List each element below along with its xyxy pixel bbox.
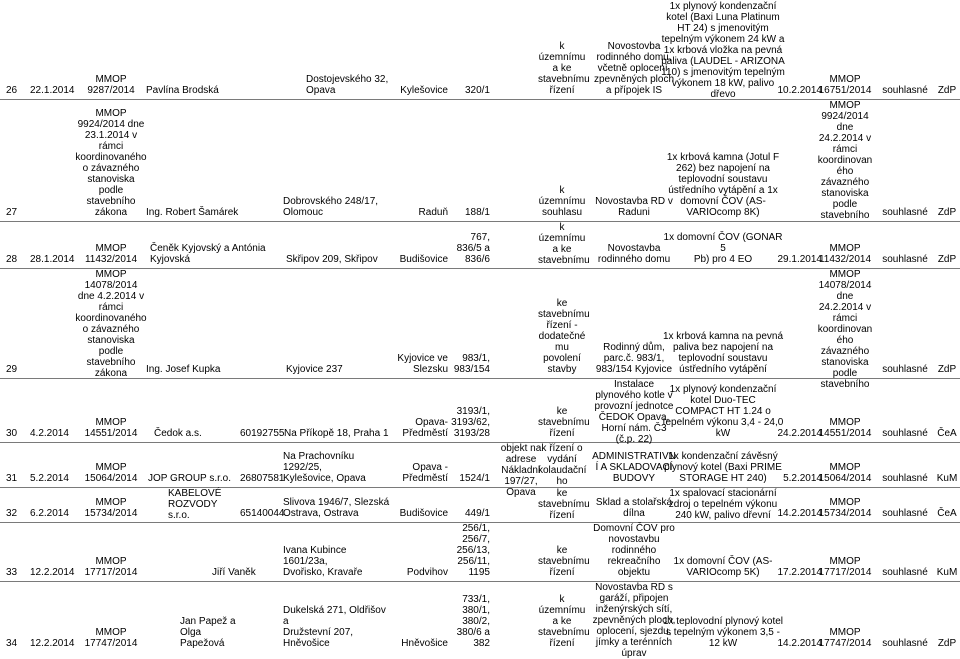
cell-applicant: KABELOVÉ ROZVODY s.r.o.: [168, 488, 222, 521]
cell-date2: 5.2.2014: [783, 473, 822, 484]
cell-sign: ČeA: [937, 508, 957, 519]
cell-date2: 14.2.2014: [777, 638, 822, 649]
cell-sign: ČeA: [937, 428, 957, 439]
cell-date: 12.2.2014: [30, 567, 75, 578]
cell-applicant: Ing. Josef Kupka: [146, 364, 221, 375]
cell-result: souhlasné: [882, 638, 928, 649]
cell-project: Novostavba rodinného domu: [597, 243, 671, 265]
cell-address: Slivova 1946/7, Slezská Ostrava, Ostrava: [283, 497, 390, 519]
cell-address: Na Příkopě 18, Praha 1: [284, 428, 389, 439]
cell-project: Novostovba rodinného domu, včetně oplocení, zpevněných ploch a přípojek IS: [593, 41, 675, 96]
cell-ico: 26807581: [240, 473, 285, 484]
cell-area: Kylešovice: [400, 85, 448, 96]
cell-sign: ZdP: [937, 364, 957, 375]
cell-proc: ke stavebnímu řízení - dodatečné mu povolení stavby: [538, 298, 590, 375]
cell-num: 31: [6, 473, 18, 484]
cell-applicant: Jiří Vaněk: [212, 567, 256, 578]
cell-date2: 14.2.2014: [777, 508, 822, 519]
cell-project: Novostavba RD s garáží, připojen inženýrských sítí, zpevněných ploch, oplocení, sjezdu, jímky a terénních úprav: [592, 582, 676, 659]
cell-ref2: MMOP 17717/2014: [818, 556, 872, 578]
cell-proc: k územnímu a ke stavebnímu: [538, 222, 590, 266]
cell-result: souhlasné: [882, 207, 928, 218]
cell-num: 28: [6, 254, 18, 265]
cell-ref2: MMOP 15734/2014: [818, 497, 872, 519]
cell-description: 1x plynový kondenzační kotel Duo-TEC COMPACT HT 1.24 o tepelném výkonu 3,4 - 24,0 kW: [662, 384, 784, 439]
cell-address: Dukelská 271, Oldřišov a Družstevní 207, Hněvošice: [283, 605, 386, 649]
cell-applicant: Čeněk Kyjovský a Antónia Kyjovská: [150, 243, 266, 265]
cell-proc: k územnímu a ke stavebnímu řízení: [538, 41, 590, 96]
cell-result: souhlasné: [882, 508, 928, 519]
cell-area: Hněvošice: [401, 638, 448, 649]
cell-num: 29: [6, 364, 18, 375]
cell-result: souhlasné: [882, 254, 928, 265]
cell-parcel: 1524/1: [459, 473, 490, 484]
cell-ref: MMOP 15734/2014: [84, 497, 138, 519]
cell-num: 26: [6, 85, 18, 96]
cell-address: Na Prachovníku 1292/25, Kylešovice, Opava: [283, 451, 366, 484]
cell-project: Instalace plynového kotle v provozní jednotce ČEDOK Opava, Horní nám. Č3 (č.p. 22): [594, 379, 674, 445]
cell-ref: MMOP 17717/2014: [84, 556, 138, 578]
cell-applicant: Pavlína Brodská: [146, 85, 219, 96]
cell-address: Kyjovice 237: [286, 364, 343, 375]
cell-project: ADMINISTRATIVN Í A SKLADOVACÍ BUDOVY: [592, 451, 676, 484]
cell-parcel: 449/1: [464, 508, 490, 519]
cell-proc: ke stavebnímu řízení: [538, 545, 590, 578]
cell-proc: k územnímu souhlasu: [538, 185, 586, 218]
cell-proc: ke stavebnímu řízení: [538, 488, 590, 521]
row-divider: [0, 221, 960, 222]
cell-ref: MMOP 14551/2014: [84, 417, 138, 439]
cell-sign: ZdP: [937, 85, 957, 96]
cell-parcel: 320/1: [464, 85, 490, 96]
cell-sign: KuM: [936, 473, 958, 484]
row-divider: [0, 442, 960, 443]
cell-ref: MMOP 17747/2014: [84, 627, 138, 649]
row-divider: [0, 581, 960, 582]
cell-sign: ZdP: [937, 254, 957, 265]
cell-ico: 65140044: [240, 508, 285, 519]
cell-num: 34: [6, 638, 18, 649]
cell-date: 12.2.2014: [30, 638, 75, 649]
cell-place: objekt na adrese Nákladní 197/27, Opava: [500, 443, 542, 498]
cell-date: 4.2.2014: [30, 428, 69, 439]
cell-ref2: MMOP 9924/2014 dne 24.2.2014 v rámci koordinovan ého závazného stanoviska podle stavebního: [817, 100, 873, 221]
cell-applicant: Čedok a.s.: [154, 428, 202, 439]
cell-project: Sklad a stolařská dílna: [595, 497, 673, 519]
cell-sign: ZdP: [937, 207, 957, 218]
cell-address: Dostojevského 32, Opava: [306, 74, 389, 96]
cell-proc: k řízení o vydání kolaudační ho: [538, 443, 587, 487]
cell-area: Podvihov: [406, 567, 448, 578]
cell-description: 1x krbová kamna na pevná paliva bez napojení na teplovodní soustavu ústředního vytápění: [662, 331, 784, 375]
cell-proc: k územnímu a ke stavebnímu řízení: [538, 594, 590, 649]
cell-description: 1x teplovodní plynový kotel s tepelným výkonem 3,5 - 12 kW: [662, 616, 784, 649]
cell-area: Kyjovice ve Slezsku: [397, 353, 448, 375]
cell-date2: 29.1.2014: [777, 254, 822, 265]
cell-description: 1x domovní ČOV (GONAR 5 Pb) pro 4 EO: [663, 232, 783, 265]
cell-description: 1x spalovací stacionární zdroj o tepelném výkonu 240 kW, palivo dřevní: [668, 488, 778, 521]
cell-description: 1x krbová kamna (Jotul F 262) bez napojení na teplovodní soustavu ústředního vytápění a 1x domovní ČOV (AS- VARIOcomp 8K): [666, 152, 780, 218]
cell-result: souhlasné: [882, 473, 928, 484]
cell-date: 6.2.2014: [30, 508, 69, 519]
cell-parcel: 188/1: [464, 207, 490, 218]
cell-ref: MMOP 15064/2014: [84, 462, 138, 484]
cell-date2: 24.2.2014: [777, 428, 822, 439]
cell-area: Raduň: [418, 207, 448, 218]
cell-description: 1x kondenzační závěsný plynový kotel (Baxi PRIME STORAGE HT 240): [664, 451, 782, 484]
cell-sign: ZdP: [937, 638, 957, 649]
cell-parcel: 733/1, 380/1, 380/2, 380/6 a 382: [456, 594, 490, 649]
cell-ref2: MMOP 11432/2014: [818, 243, 872, 265]
cell-num: 27: [6, 207, 18, 218]
cell-ref: MMOP 11432/2014: [84, 243, 138, 265]
cell-applicant: JOP GROUP s.r.o.: [148, 473, 231, 484]
cell-ref2: MMOP 17747/2014: [818, 627, 872, 649]
cell-num: 33: [6, 567, 18, 578]
cell-parcel: 767, 836/5 a 836/6: [456, 232, 490, 265]
cell-address: Skřipov 209, Skřipov: [286, 254, 378, 265]
cell-ref2: MMOP 14078/2014 dne 24.2.2014 v rámci koordinovan ého závazného stanoviska podle stavebního: [817, 269, 873, 390]
cell-ref: MMOP 14078/2014 dne 4.2.2014 v rámci koordinovaného o závazného stanoviska podle stavebního zákona: [75, 269, 147, 379]
cell-parcel: 3193/1, 3193/62, 3193/28: [451, 406, 490, 439]
cell-description: 1x plynový kondenzační kotel (Baxi Luna Platinum HT 24) s jmenovitým tepelným výkonem 24 kW a 1x krbová vložka na pevná paliva (LAUDEL - ARIZONA 110) s jmenovitým tepelným výkonem 18 kW, palivo dřevo: [661, 1, 785, 100]
cell-ico: 60192755: [240, 428, 285, 439]
cell-result: souhlasné: [882, 567, 928, 578]
cell-area: Opava- Předměstí: [402, 417, 448, 439]
cell-num: 32: [6, 508, 18, 519]
cell-date2: 17.2.2014: [777, 567, 822, 578]
cell-result: souhlasné: [882, 364, 928, 375]
cell-result: souhlasné: [882, 428, 928, 439]
cell-address: Dobrovského 248/17, Olomouc: [283, 196, 379, 218]
cell-sign: KuM: [936, 567, 958, 578]
cell-num: 30: [6, 428, 18, 439]
cell-area: Budišovice: [399, 508, 448, 519]
cell-project: Novostavba RD v Raduni: [595, 196, 673, 218]
cell-description: 1x domovní ČOV (AS- VARIOcomp 5K): [673, 556, 773, 578]
cell-ref: MMOP 9287/2014: [87, 74, 135, 96]
row-divider: [0, 487, 960, 488]
cell-area: Budišovice: [399, 254, 448, 265]
cell-ref: MMOP 9924/2014 dne 23.1.2014 v rámci koordinovaného o závazného stanoviska podle stavebního zákona: [75, 108, 147, 218]
cell-proc: ke stavebnímu řízení: [538, 406, 590, 439]
cell-project: Rodinný dům, parc.č. 983/1, 983/154 Kyjovice: [595, 342, 673, 375]
cell-ref2: MMOP 16751/2014: [818, 74, 872, 96]
cell-date: 22.1.2014: [30, 85, 75, 96]
cell-date2: 10.2.2014: [777, 85, 822, 96]
cell-address: Ivana Kubince 1601/23a, Dvořisko, Kravaře: [283, 545, 363, 578]
cell-date: 28.1.2014: [30, 254, 75, 265]
cell-ref2: MMOP 14551/2014: [818, 417, 872, 439]
cell-ref2: MMOP 15064/2014: [818, 462, 872, 484]
cell-parcel: 256/1, 256/7, 256/13, 256/11, 1195: [456, 523, 490, 578]
cell-applicant: Jan Papež a Olga Papežová: [180, 616, 236, 649]
cell-applicant: Ing. Robert Šamárek: [146, 207, 239, 218]
cell-result: souhlasné: [882, 85, 928, 96]
cell-date: 5.2.2014: [30, 473, 69, 484]
cell-area: Opava - Předměstí: [402, 462, 448, 484]
cell-project: Domovní ČOV pro novostavbu rodinného rekreačního objektu: [593, 523, 675, 578]
cell-parcel: 983/1, 983/154: [453, 353, 490, 375]
